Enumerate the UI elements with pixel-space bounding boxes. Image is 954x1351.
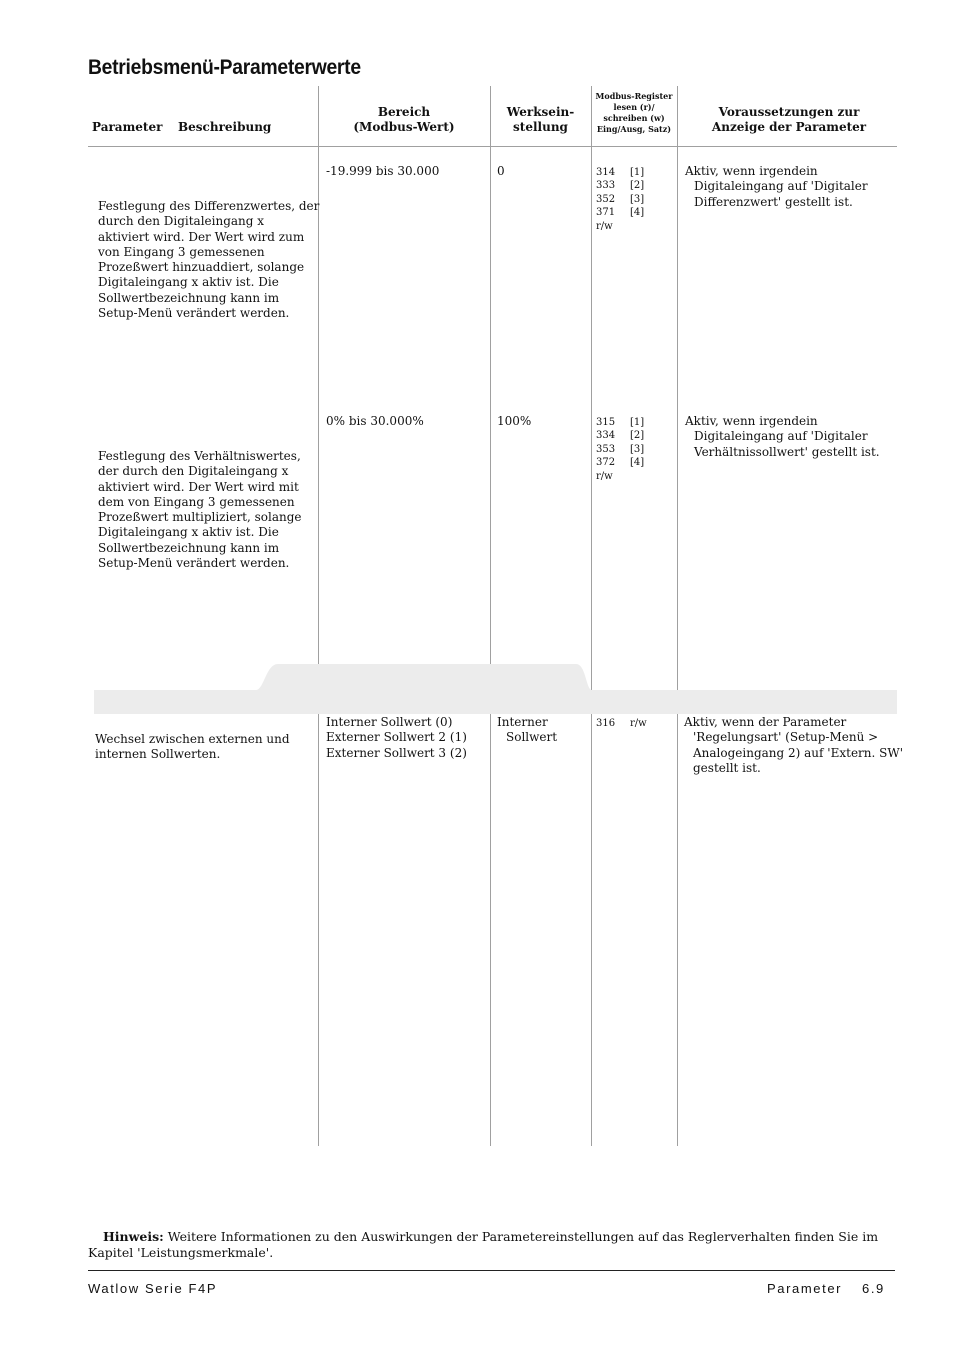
description-line: Prozeßwert hinzuaddiert, solange [98, 260, 305, 275]
description-line: Sollwertbezeichnung kann im [98, 290, 280, 305]
register-entry [596, 443, 644, 456]
range-line: Externer Sollwert 2 (1) [326, 730, 467, 745]
conditions-line: Digitaleingang auf 'Digitaler [694, 429, 868, 444]
footer-section: Parameter [767, 1281, 843, 1296]
description-line: Wechsel zwischen externen und [95, 732, 290, 746]
row3-conditions [684, 715, 903, 776]
register-set: [4] [630, 207, 645, 219]
footer-product: Watlow Serie F4P [88, 1281, 218, 1296]
conditions-line: 'Regelungsart' (Setup-Menü > [693, 730, 879, 745]
header-modbus-line: schreiben (w) [603, 113, 665, 123]
description-line: dem von Eingang 3 gemessenen [98, 494, 295, 509]
conditions-line: Aktiv, wenn der Parameter [684, 715, 847, 729]
conditions-line: Aktiv, wenn irgendein [685, 164, 818, 178]
footer-rule [88, 1270, 895, 1271]
row2-description [98, 449, 302, 571]
row3-registers [596, 717, 647, 730]
header-divider [88, 146, 897, 147]
header-modbus-line: lesen (r)/ [613, 102, 655, 112]
default-line: Sollwert [506, 730, 558, 745]
row2-conditions [685, 414, 880, 460]
row3-range [326, 715, 467, 761]
header-default-line: Werksein- [506, 105, 575, 119]
description-line: durch den Digitaleingang x [98, 214, 265, 229]
register-set: [3] [630, 443, 645, 455]
register-set: [1] [630, 417, 645, 428]
header-conditions-line: Anzeige der Parameter [711, 120, 867, 134]
register-set: [3] [630, 193, 645, 205]
description-line: Setup-Menü verändert werden. [98, 306, 290, 321]
header-range [318, 105, 490, 135]
note [88, 1229, 888, 1261]
row1-range [326, 164, 439, 179]
section-tab-shape [256, 664, 592, 690]
register-number: 314 [596, 167, 616, 178]
header-modbus-line: Modbus-Register [595, 91, 673, 101]
row1-default [497, 164, 505, 179]
register-number: 372 [596, 457, 616, 469]
header-range-line: Bereich [377, 105, 431, 119]
conditions-line: gestellt ist. [693, 760, 761, 775]
description-line: Festlegung des Verhältniswertes, [98, 449, 301, 463]
conditions-line: Verhältnissollwert' gestellt ist. [694, 444, 880, 459]
note-label: Hinweis: [103, 1229, 164, 1244]
register-rw: r/w [630, 718, 647, 729]
default-line: Interner [497, 715, 548, 729]
register-set: [1] [630, 167, 645, 178]
note-text: Weitere Informationen zu den Auswirkungen der Parametereinstellungen auf das Reglerverhalten finden Sie im Kapitel 'Leistungsmerkmale'. [88, 1229, 879, 1260]
register-set: [2] [630, 180, 645, 192]
register-entry [596, 206, 644, 219]
description-line: Digitaleingang x aktiv ist. Die [98, 525, 279, 540]
conditions-line: Digitaleingang auf 'Digitaler [694, 179, 868, 194]
header-parameter: Parameter [92, 120, 163, 134]
register-rw: r/w [596, 220, 613, 232]
register-number: 353 [596, 443, 616, 455]
footer-page-number: 6.9 [862, 1281, 885, 1296]
description-line: Digitaleingang x aktiv ist. Die [98, 275, 279, 290]
header-conditions [677, 105, 901, 135]
row1-registers [596, 166, 644, 233]
description-line: Prozeßwert multipliziert, solange [98, 510, 302, 525]
header-description: Beschreibung [178, 120, 272, 134]
row3-default [497, 715, 557, 746]
header-modbus-line: Eing/Ausg, Satz) [596, 124, 672, 134]
description-line: internen Sollwerten. [95, 747, 221, 762]
register-entry [596, 193, 644, 206]
register-entry [596, 179, 644, 192]
register-set: [4] [630, 457, 645, 469]
register-entry [596, 456, 644, 469]
row1-conditions [685, 164, 868, 210]
description-line: Sollwertbezeichnung kann im [98, 540, 280, 555]
description-line: von Eingang 3 gemessenen [98, 244, 265, 259]
description-line: aktiviert wird. Der Wert wird zum [98, 229, 305, 244]
header-conditions-line: Voraussetzungen zur [718, 105, 860, 119]
header-default-line: stellung [513, 120, 568, 134]
register-number: 371 [596, 207, 616, 219]
register-entry [596, 717, 647, 730]
default-line: 0 [497, 164, 505, 178]
register-number: 334 [596, 430, 616, 442]
conditions-line: Aktiv, wenn irgendein [685, 414, 818, 428]
row2-default [497, 414, 531, 429]
conditions-line: Analogeingang 2) auf 'Extern. SW' [693, 745, 903, 760]
page-title: Betriebsmenü-Parameterwerte [88, 56, 361, 79]
register-entry [596, 416, 644, 429]
register-rw: r/w [596, 470, 613, 482]
row1-description [98, 199, 319, 321]
register-number: 352 [596, 193, 616, 205]
description-line: der durch den Digitaleingang x [98, 464, 289, 479]
column-divider [591, 86, 592, 1146]
default-line: 100% [497, 414, 532, 428]
description-line: aktiviert wird. Der Wert wird mit [98, 479, 299, 494]
header-default [490, 105, 591, 135]
register-entry [596, 429, 644, 442]
conditions-line: Differenzwert' gestellt ist. [694, 194, 853, 209]
register-entry [596, 166, 644, 179]
description-line: Festlegung des Differenzwertes, der [98, 199, 320, 213]
register-number: 316 [596, 718, 616, 729]
row2-range [326, 414, 424, 429]
register-set: [2] [630, 430, 645, 442]
description-line: Setup-Menü verändert werden. [98, 556, 290, 571]
row2-registers [596, 416, 644, 483]
column-divider [490, 86, 491, 1146]
section-band [94, 690, 897, 714]
header-modbus [591, 91, 677, 135]
range-line: Interner Sollwert (0) [326, 715, 453, 729]
row3-description [95, 732, 290, 763]
register-number: 315 [596, 417, 616, 428]
range-line: Externer Sollwert 3 (2) [326, 745, 467, 760]
range-line: -19.999 bis 30.000 [326, 164, 440, 178]
range-line: 0% bis 30.000% [326, 414, 424, 428]
header-range-line: (Modbus-Wert) [353, 120, 455, 134]
register-number: 333 [596, 180, 616, 192]
column-divider [677, 86, 678, 1146]
